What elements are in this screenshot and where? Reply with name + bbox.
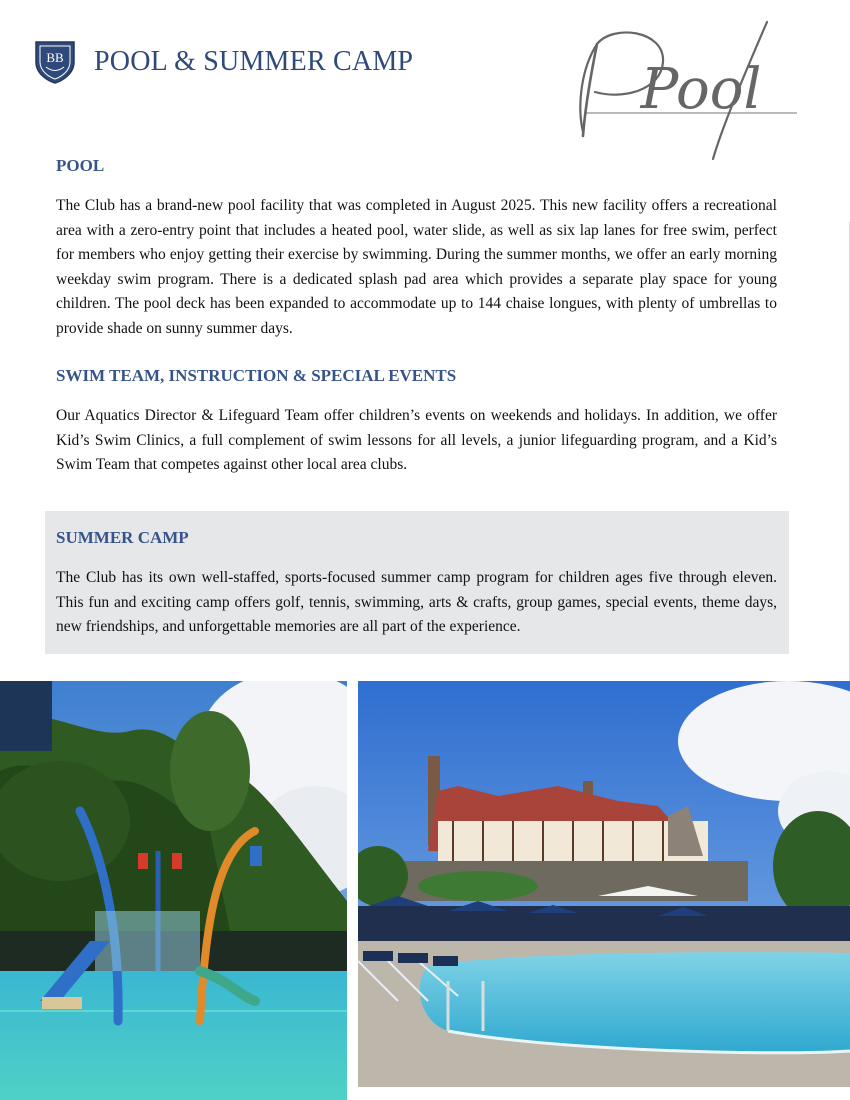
splash-pad-photo — [0, 681, 347, 1100]
swim-team-section — [56, 366, 777, 478]
logo-letters: BB — [46, 50, 64, 65]
summer-camp-section — [56, 528, 777, 640]
pool-section — [56, 156, 777, 342]
section-body: Our Aquatics Director & Lifeguard Team offer children’s events on weekends and holidays. In addition, we offer Kid’s Swim Clinics, a full complement of swim lessons for all levels, a junior lifeguarding program, and a Kid’s Swim Team that competes against other local area clubs. — [56, 407, 777, 474]
section-heading: POOL — [56, 156, 105, 175]
page-title: POOL & SUMMER CAMP — [94, 46, 414, 77]
script-word-graphic — [555, 14, 800, 174]
section-heading: SUMMER CAMP — [56, 528, 189, 547]
pool-clubhouse-photo — [358, 681, 850, 1087]
section-body: The Club has its own well-staffed, sports-focused summer camp program for children ages five through eleven. This fun and exciting camp offers golf, tennis, swimming, arts & crafts, group games, special events, theme days, new friendships, and unforgettable memories are all part of the experience. — [56, 569, 777, 636]
section-heading: SWIM TEAM, INSTRUCTION & SPECIAL EVENTS — [56, 366, 457, 385]
section-body: The Club has a brand-new pool facility that was completed in August 2025. This new facility offers a recreational area with a zero-entry point that includes a heated pool, water slide, as well as six lap lanes for free swim, perfect for members who enjoy getting their exercise by swimming. During the summer months, we offer an early morning weekday swim program. There is a dedicated splash pad area which provides a separate play space for young children. The pool deck has been expanded to accommodate up to 144 chaise longues, with plenty of umbrellas to provide shade on sunny summer days. — [56, 197, 777, 337]
club-crest-logo — [32, 38, 78, 84]
script-word: Pool — [640, 57, 762, 122]
